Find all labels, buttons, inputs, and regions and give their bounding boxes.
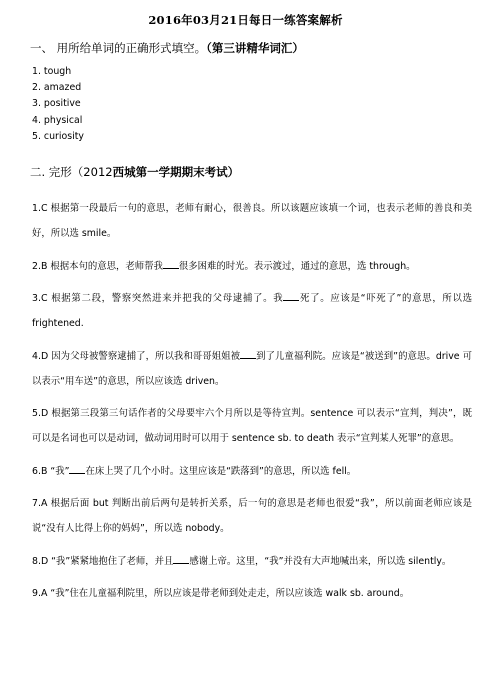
- list-item: 9.A “我”住在儿童福利院里，所以应该是带老师到处走走，所以应该选 walk sb. around。: [32, 588, 410, 600]
- list-item: 1.C 根据第一段最后一句的意思，老师有耐心，很善良。所以该题应该填一个词，也表示老师的善良和美好，所以选 smile。: [32, 203, 472, 240]
- section-heading-bold: （第三讲精华词汇）: [206, 41, 304, 55]
- section-heading-cloze: [30, 165, 239, 179]
- section-heading-text: 二. 完形（2012: [30, 165, 113, 179]
- list-item: 3.C 根据第二段，警察突然进来并把我的父母逮捕了。我 死了。应该是“吓死了”的意思，所以选 frightened.: [32, 292, 472, 330]
- answer-blank: [69, 464, 85, 474]
- answer-blank: [240, 349, 256, 359]
- section-heading-fill-in: [30, 41, 304, 55]
- list-item: 8.D “我”紧紧地抱住了老师，并且 感谢上帝。这里，“我”并没有大声地喊出来，所以选 silently。: [32, 555, 452, 567]
- list-item: 4.D 因为父母被警察逮捕了，所以我和哥哥姐姐被 到了儿童福利院。应该是“被送到”的意思。drive 可以表示“用车送”的意思，所以应该选 driven。: [32, 350, 472, 387]
- answer-blank: [283, 291, 299, 301]
- list-item: 2. amazed: [32, 82, 82, 94]
- list-item: 3. positive: [32, 98, 81, 110]
- answer-blank: [173, 554, 189, 564]
- vocab-answer-list: [32, 64, 84, 145]
- section-heading-text: 一、 用所给单词的正确形式填空。: [30, 41, 207, 55]
- answer-blank: [163, 259, 179, 269]
- list-item: 2.B 根据本句的意思，老师帮我 很多困难的时光。表示渡过，通过的意思，选 through。: [32, 260, 416, 272]
- list-item: 4. physical: [32, 114, 83, 126]
- list-item: 5. curiosity: [32, 130, 84, 142]
- list-item: 7.A 根据后面 but 判断出前后两句是转折关系，后一句的意思是老师也很爱“我”，所以前面老师应该是说“没有人比得上你的妈妈”，所以选 nobody。: [32, 498, 472, 535]
- cloze-answer-list: [32, 196, 472, 614]
- list-item: 1. tough: [32, 66, 72, 77]
- list-item: 5.D 根据第三段第三句话作者的父母要牢六个月所以是等待宣判。sentence 可以表示“宣判，判决”，既可以是名词也可以是动词，做动词用时可以用于 sentence sb. to death 表示“宣判某人死罪”的意思。: [32, 408, 472, 445]
- list-item: 6.B “我” 在床上哭了几个小时。这里应该是“跌落到”的意思，所以选 fell。: [32, 465, 357, 477]
- page-title: 2016年03月21日每日一练答案解析: [148, 13, 343, 27]
- section-heading-bold: 西城第一学期期末考试）: [112, 165, 240, 179]
